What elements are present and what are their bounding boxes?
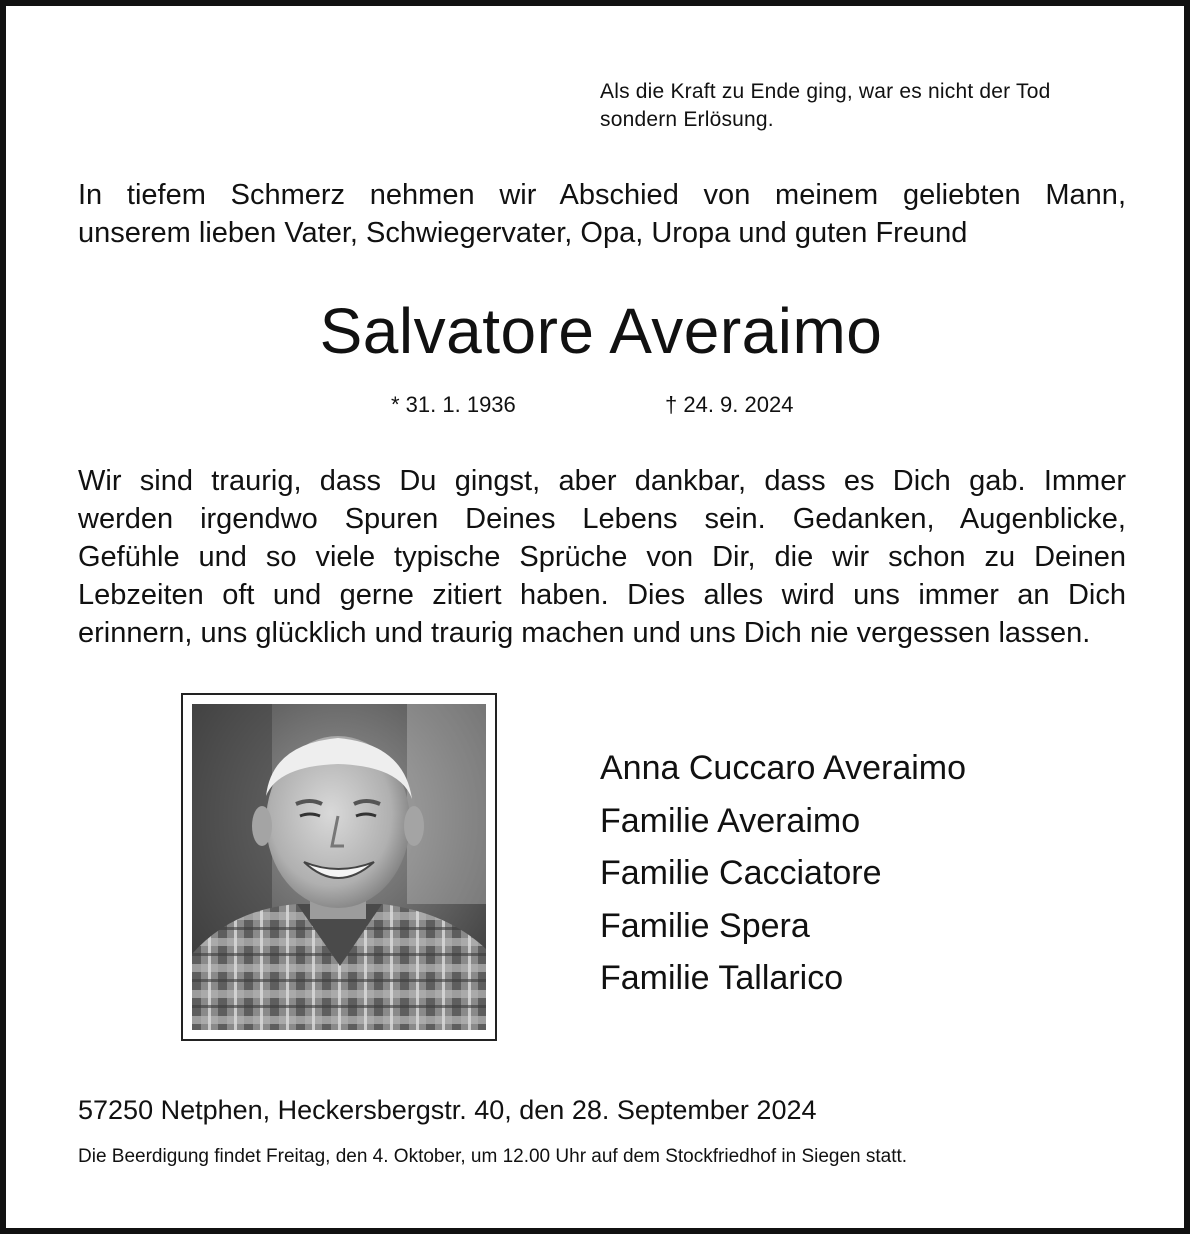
mourner-name: Familie Spera — [600, 906, 810, 945]
memorial-line: Wir sind traurig, dass Du gingst, aber dankbar, dass es Dich gab. Immer — [78, 465, 1126, 497]
photo-frame — [181, 693, 497, 1041]
deceased-name: Salvatore Averaimo — [319, 295, 883, 367]
intro-line: unserem lieben Vater, Schwiegervater, Opa, Uropa und guten Freund — [78, 217, 968, 249]
mourners-list — [600, 742, 966, 1005]
birth-date: * 31. 1. 1936 — [391, 392, 516, 417]
motto-line: sondern Erlösung. — [600, 108, 774, 131]
memorial-line: Lebzeiten oft und gerne zitiert haben. Dies alles wird uns immer an Dich — [78, 579, 1126, 611]
memorial-line: werden irgendwo Spuren Deines Lebens sein. Gedanken, Augenblicke, — [78, 503, 1126, 535]
mourner-name: Familie Averaimo — [600, 801, 861, 840]
mourner-name: Familie Cacciatore — [600, 854, 882, 892]
mourner-name: Anna Cuccaro Averaimo — [600, 749, 967, 787]
portrait-photo — [192, 704, 486, 1030]
intro-text — [78, 176, 1126, 252]
memorial-line: Gefühle und so viele typische Sprüche von Dir, die wir schon zu Deinen — [78, 541, 1126, 573]
mourner-name: Familie Tallarico — [600, 959, 844, 997]
death-date: † 24. 9. 2024 — [665, 392, 794, 417]
motto-quote — [600, 78, 1140, 134]
motto-line: Als die Kraft zu Ende ging, war es nicht der Tod — [600, 80, 1051, 103]
funeral-info: Die Beerdigung findet Freitag, den 4. Oktober, um 12.00 Uhr auf dem Stockfriedhof in Siegen statt. — [78, 1146, 908, 1167]
portrait-illustration — [192, 704, 486, 1030]
intro-line: In tiefem Schmerz nehmen wir Abschied von meinem geliebten Mann, — [78, 179, 1126, 211]
memorial-text — [78, 462, 1126, 652]
memorial-line: erinnern, uns glücklich und traurig machen und uns Dich nie vergessen lassen. — [78, 617, 1091, 649]
address-line: 57250 Netphen, Heckersbergstr. 40, den 28. September 2024 — [78, 1095, 817, 1125]
